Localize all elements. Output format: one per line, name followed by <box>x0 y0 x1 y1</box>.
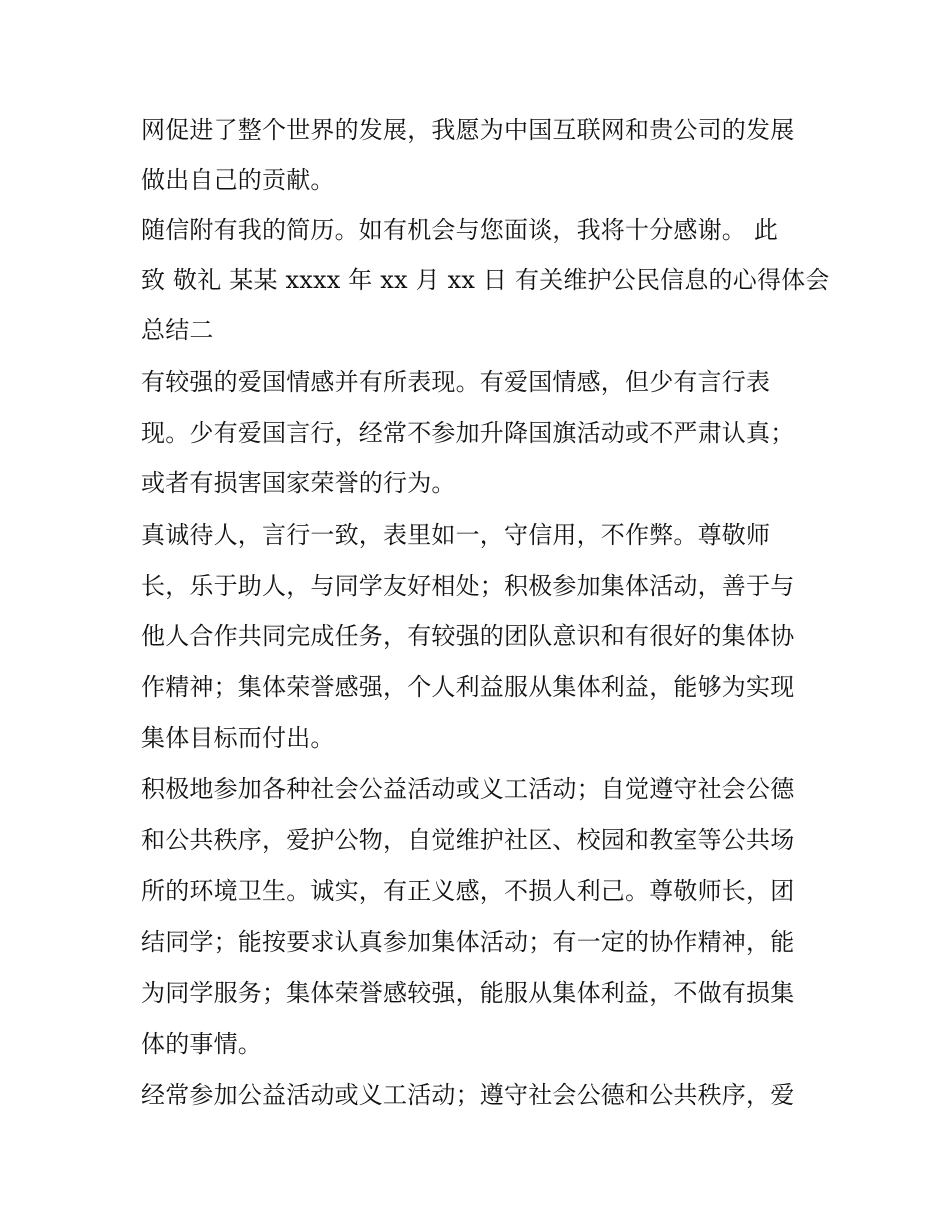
text-line-20: 经常参加公益活动或义工活动；遵守社会公德和公共秩序，爱 <box>141 1081 795 1109</box>
text-line-19: 体的事情。 <box>141 1030 262 1058</box>
text-line-14: 积极地参加各种社会公益活动或义工活动；自觉遵守社会公德 <box>141 775 795 803</box>
text-line-2: 做出自己的贡献。 <box>141 166 335 194</box>
text-line-7: 现。少有爱国言行，经常不参加升降国旗活动或不严肃认真； <box>141 419 795 447</box>
text-line-4: 致 敬礼 某某 xxxx 年 xx 月 xx 日 有关维护公民信息的心得体会 <box>141 266 830 294</box>
text-line-12: 作精神；集体荣誉感强，个人利益服从集体利益，能够为实现 <box>141 673 795 701</box>
text-line-5: 总结二 <box>141 316 214 344</box>
text-line-10: 长，乐于助人，与同学友好相处；积极参加集体活动，善于与 <box>141 572 795 600</box>
text-line-16: 所的环境卫生。诚实，有正义感，不损人利己。尊敬师长，团 <box>141 877 795 905</box>
text-line-17: 结同学；能按要求认真参加集体活动；有一定的协作精神，能 <box>141 928 795 956</box>
text-line-3: 随信附有我的简历。如有机会与您面谈，我将十分感谢。 此 <box>141 216 779 244</box>
text-line-15: 和公共秩序，爱护公物，自觉维护社区、校园和教室等公共场 <box>141 826 795 854</box>
text-line-18: 为同学服务；集体荣誉感较强，能服从集体利益，不做有损集 <box>141 979 795 1007</box>
text-line-13: 集体目标而付出。 <box>141 724 335 752</box>
text-line-6: 有较强的爱国情感并有所表现。有爱国情感，但少有言行表 <box>141 368 771 396</box>
text-line-8: 或者有损害国家荣誉的行为。 <box>141 469 456 497</box>
text-line-9: 真诚待人，言行一致，表里如一，守信用，不作弊。尊敬师 <box>141 521 771 549</box>
text-line-1: 网促进了整个世界的发展，我愿为中国互联网和贵公司的发展 <box>141 116 795 144</box>
text-line-11: 他人合作共同完成任务，有较强的团队意识和有很好的集体协 <box>141 622 795 650</box>
